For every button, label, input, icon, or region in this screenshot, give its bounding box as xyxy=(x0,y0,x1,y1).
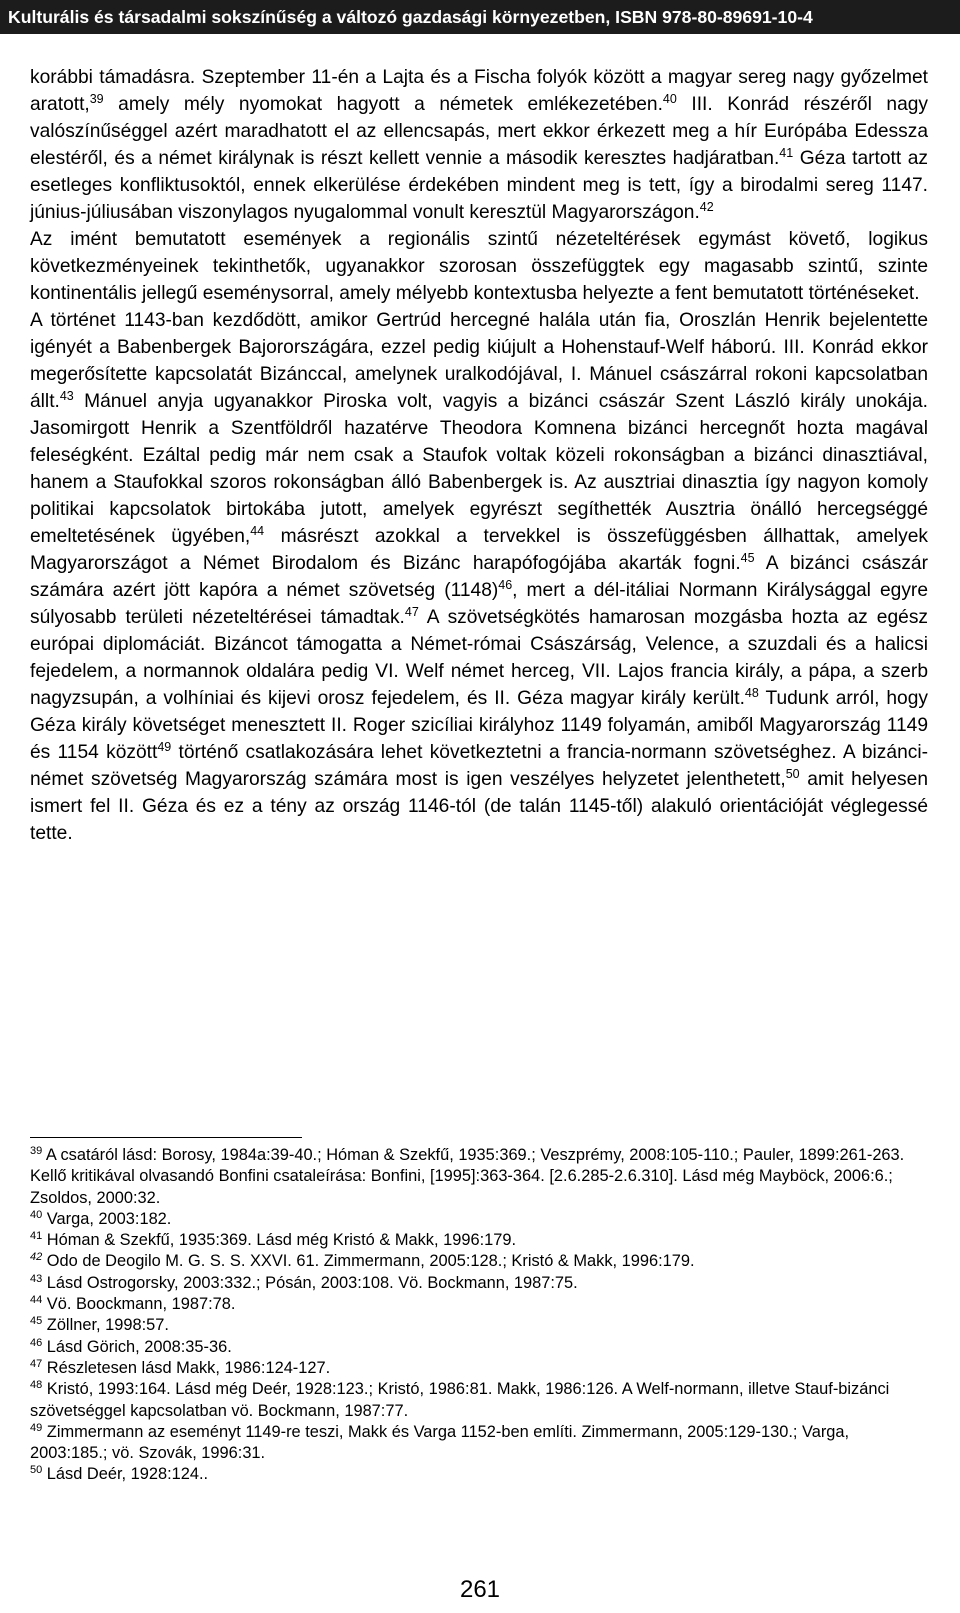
footnote-number: 50 xyxy=(30,1464,43,1477)
footnote-39 xyxy=(30,1145,920,1209)
header-text: Kulturális és társadalmi sokszínűség a változó gazdasági környezetben, ISBN 978-80-89691-10-4 xyxy=(8,7,813,27)
text-run: A szövetségkötés hamarosan mozgásba hozta az egész európai diplomáciát. Bizáncot támogatta a Német-római Császárság, Velence, a szuzdali és a halicsi fejedelem, a normannok oldalára pedig VI. Welf német herceg, VII. Lajos francia király, a pápa, a szerb nagyzsupán, a volhíniai és kijevi orosz fejedelem, és II. Géza magyar király került. xyxy=(30,607,929,709)
text-run: Az imént bemutatott események a regionális szintű nézeteltérések egymást követő, logikus következményeinek tekinthetők, ugyanakkor szorosan összefüggtek egy magasabb szintű, szinte kontinentális jellegű eseménysorral, amely mélyebb kontextusba helyezte a fent bemutatott történéseket. xyxy=(30,229,928,304)
text-run: Mánuel anyja ugyanakkor Piroska volt, vagyis a bizánci császár Szent László király unokája. Jasomirgott Henrik a Szentföldről hazatérve Theodora Komnena bizánci hercegnőt hozta magával feleségként. Ezáltal pedig már nem csak a Staufok voltak közeli rokonságban a bizánci dinasztiával, hanem a Staufokkal szoros rokonságban álló Babenbergek is. Az ausztriai dinasztia így nagyon komoly politikai kapcsolatok birtokába jutott, amelyek egyrészt segíthették Ausztria önálló hercegséggé emeltetésének ügyében, xyxy=(30,391,928,547)
footnote-number: 41 xyxy=(30,1230,43,1243)
footnote-number: 49 xyxy=(30,1421,43,1434)
page-number: 261 xyxy=(459,1576,501,1603)
footnote-ref-50[interactable]: 50 xyxy=(785,767,800,781)
footnote-text: Zöllner, 1998:57. xyxy=(42,1316,169,1335)
text-run: korábbi támadásra. Szeptember 11-én a Lajta és a Fischa folyók között a magyar sereg nagy győzelmet aratott, xyxy=(30,67,928,115)
footnote-text: Kristó, 1993:164. Lásd még Deér, 1928:123.; Kristó, 1986:81. Makk, 1986:126. A Welf-normann, illetve Stauf-bizánci szövetséggel kapcsolatban vö. Bockmann, 1987:77. xyxy=(30,1380,890,1420)
text-run: A bizánci császár számára azért jött kapóra a német szövetség (1148) xyxy=(30,553,928,601)
footnote-ref-41[interactable]: 41 xyxy=(779,146,794,160)
paragraph-3 xyxy=(30,307,928,847)
text-run: Tudunk arról, hogy Géza király követséget menesztett II. Roger szicíliai királyhoz 1149 folyamán, amiből Magyarország 1149 és 1154 között xyxy=(30,688,928,763)
text-run: amit helyesen ismert fel II. Géza és ez a tény az ország 1146-tól (de talán 1145-től) alakuló orientációját véglegessé tette. xyxy=(30,769,928,844)
footnote-ref-44[interactable]: 44 xyxy=(250,524,265,538)
footnote-45 xyxy=(30,1315,920,1336)
footnote-47 xyxy=(30,1358,920,1379)
paragraph-2 xyxy=(30,226,928,307)
footnote-text: Hóman & Szekfű, 1935:369. Lásd még Kristó & Makk, 1996:179. xyxy=(42,1231,517,1250)
footnote-44 xyxy=(30,1294,920,1315)
footnote-ref-45[interactable]: 45 xyxy=(740,551,755,565)
footnote-number: 46 xyxy=(30,1336,43,1349)
text-run: amely mély nyomokat hagyott a németek emlékezetében. xyxy=(103,94,663,115)
footnote-text: Lásd Ostrogorsky, 2003:332.; Pósán, 2003:108. Vö. Bockmann, 1987:75. xyxy=(42,1273,578,1292)
footnotes xyxy=(30,1145,920,1486)
footnote-separator xyxy=(30,1137,302,1138)
footnote-text: A csatáról lásd: Borosy, 1984a:39-40.; Hóman & Szekfű, 1935:369.; Veszprémy, 2008:105-110.; Pauler, 1899:261-263. Kellő kritikával olvasandó Bonfini csataleírása: Bonfini, [1995]:363-364. [2.6.285-2.6.310]. Lásd még Mayböck, 2006:6.; Zsoldos, 2000:32. xyxy=(30,1146,905,1207)
footnote-text: Varga, 2003:182. xyxy=(42,1209,172,1228)
text-run: A történet 1143-ban kezdődött, amikor Gertrúd hercegné halála után fia, Oroszlán Henrik bejelentette igényét a Babenbergek Bajorországára, ezzel pedig kiújult a Hohenstauf-Welf háború. III. Konrád ekkor megerősítette kapcsolatát Bizánccal, amelynek uralkodójával, I. Mánuel császárral rokoni kapcsolatban állt. xyxy=(30,310,928,412)
footnote-ref-46[interactable]: 46 xyxy=(498,578,513,592)
footnote-text: Lásd Deér, 1928:124.. xyxy=(42,1465,209,1484)
text-run: másrészt azokkal a tervekkel is összefüggésben állhattak, amelyek Magyarországot a Német Birodalom és Bizánc harapófogójába akarták fogni. xyxy=(30,526,928,574)
footnote-number: 44 xyxy=(30,1294,43,1307)
footnote-number: 43 xyxy=(30,1272,43,1285)
footnote-ref-47[interactable]: 47 xyxy=(404,605,419,619)
footnote-ref-43[interactable]: 43 xyxy=(59,389,74,403)
footnote-ref-39[interactable]: 39 xyxy=(89,92,104,106)
footnote-41 xyxy=(30,1230,920,1251)
footnote-42 xyxy=(30,1251,920,1272)
text-run: történő csatlakozására lehet következtetni a francia-normann szövetséghez. A bizánci-német szövetség Magyarország számára most is igen veszélyes helyzetet jelenthetett, xyxy=(30,742,928,790)
footnote-ref-40[interactable]: 40 xyxy=(662,92,677,106)
footnote-number: 40 xyxy=(30,1208,43,1221)
footnote-text: Lásd Görich, 2008:35-36. xyxy=(42,1337,232,1356)
footnote-ref-49[interactable]: 49 xyxy=(157,740,172,754)
footnote-text: Zimmermann az eseményt 1149-re teszi, Makk és Varga 1152-ben említi. Zimmermann, 2005:129-130.; Varga, 2003:185.; vö. Szovák, 1996:31. xyxy=(30,1422,850,1463)
footnote-43 xyxy=(30,1273,920,1294)
footnote-ref-42[interactable]: 42 xyxy=(699,200,714,214)
page-header xyxy=(0,0,960,34)
text-run: , mert a dél-itáliai Normann Királysággal egyre súlyosabb területi nézeteltérései támadtak. xyxy=(30,580,928,628)
footnote-46 xyxy=(30,1337,920,1358)
footnote-number: 39 xyxy=(30,1145,43,1157)
footnote-number: 48 xyxy=(30,1379,43,1392)
footnote-number: 42 xyxy=(30,1251,43,1264)
footnote-text: Vö. Boockmann, 1987:78. xyxy=(42,1295,236,1314)
footnote-number: 45 xyxy=(30,1315,43,1328)
footnote-text: Részletesen lásd Makk, 1986:124-127. xyxy=(42,1358,331,1377)
text-run: III. Konrád részéről nagy valószínűséggel azért maradhatott el az ellencsapás, mert ekkor érkezett meg a hír Európába Edessza elestéről, és a német királynak is részt kellett vennie a második keresztes hadjáratban. xyxy=(30,94,928,169)
text-run: Géza tartott az esetleges konfliktusoktól, ennek elkerülése érdekében mindent meg is tett, így a birodalmi sereg 1147. június-júliusában viszonylagos nyugalommal vonult keresztül Magyarországon. xyxy=(30,148,928,223)
footnote-49 xyxy=(30,1422,920,1465)
footnote-number: 47 xyxy=(30,1357,43,1370)
body-text xyxy=(30,64,928,847)
paragraph-1 xyxy=(30,64,928,226)
footnote-40 xyxy=(30,1209,920,1230)
footnote-50 xyxy=(30,1464,920,1485)
footnote-ref-48[interactable]: 48 xyxy=(744,686,759,700)
footnote-48 xyxy=(30,1379,920,1422)
footnote-text: Odo de Deogilo M. G. S. S. XXVI. 61. Zimmermann, 2005:128.; Kristó & Makk, 1996:179. xyxy=(42,1252,695,1271)
